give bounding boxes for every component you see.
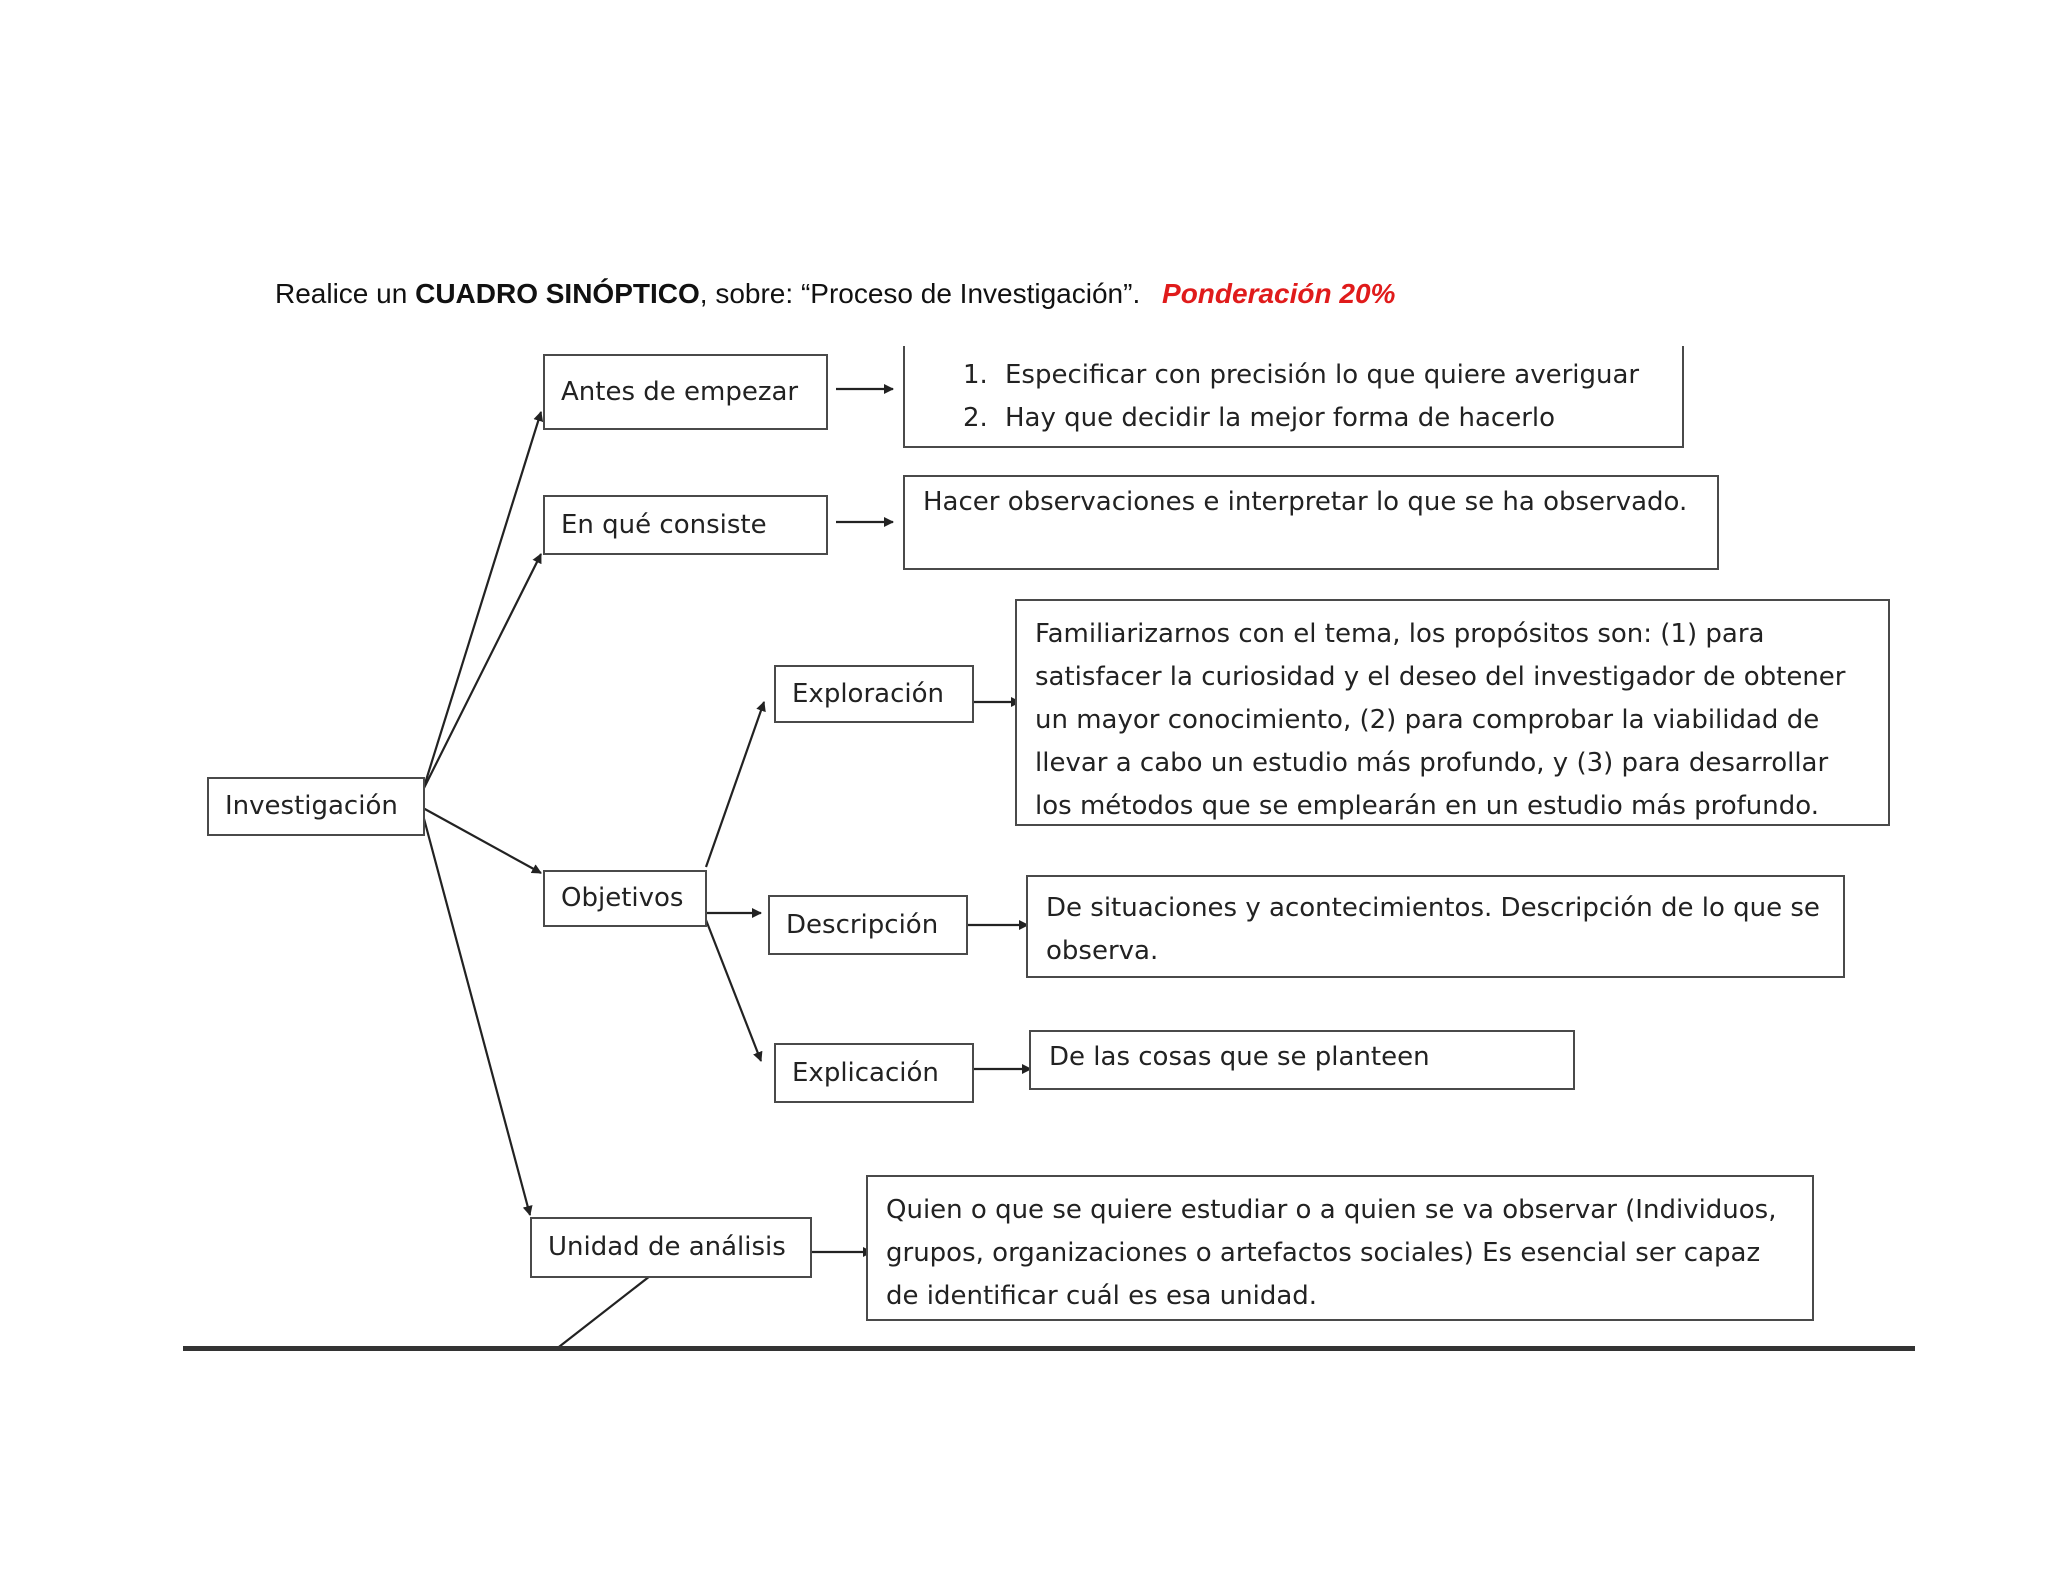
- antes-step-number: 2.: [963, 403, 988, 433]
- detail-en-que-consiste: [903, 475, 1719, 570]
- connector-objetivos-explicacion: [706, 920, 761, 1061]
- connector-objetivos-exploracion: [706, 702, 764, 867]
- antes-step: [963, 397, 1664, 440]
- node-antes-de-empezar: [543, 354, 828, 430]
- detail-descripcion: [1026, 875, 1845, 978]
- unidad-detail-text: Quien o que se quiere estudiar o a quien se va observar (Individuos, grupos, organizaciones o artefactos sociales) Es esencial ser capaz de identificar cuál es esa unidad.: [886, 1195, 1777, 1311]
- node-explicacion-label: Explicación: [792, 1057, 939, 1088]
- detail-unidad-de-analisis: [866, 1175, 1814, 1321]
- instruction-bold: CUADRO SINÓPTICO: [415, 278, 700, 309]
- bottom-rule: [183, 1346, 1915, 1351]
- antes-step: [963, 354, 1664, 397]
- connector-root-unidad: [423, 815, 530, 1215]
- node-unidad-label: Unidad de análisis: [548, 1232, 786, 1262]
- exploracion-detail-text: Familiarizarnos con el tema, los propósitos son: (1) para satisfacer la curiosidad y el deseo del investigador de obtener un mayor conocimiento, (2) para comprobar la viabilidad de llevar a cabo un estudio más profundo, y (3) para desarrollar los métodos que se emplearán en un estudio más profundo.: [1035, 619, 1846, 821]
- node-antes-label: Antes de empezar: [561, 376, 799, 407]
- detail-antes-de-empezar: [903, 346, 1684, 448]
- node-exploracion: [774, 665, 974, 723]
- connector-root-antes: [423, 412, 541, 790]
- detail-explicacion: [1029, 1030, 1575, 1090]
- antes-step-text: Especificar con precisión lo que quiere averiguar: [1005, 360, 1640, 390]
- instruction-prefix: Realice un: [275, 278, 408, 309]
- node-descripcion: [768, 895, 968, 955]
- node-objetivos-label: Objetivos: [561, 883, 684, 913]
- connector-unidad-continuation: [555, 1276, 650, 1350]
- connector-root-objetivos: [423, 808, 541, 873]
- weight-label: Ponderación 20%: [1162, 278, 1396, 309]
- antes-steps-list: [923, 354, 1664, 440]
- node-consiste-label: En qué consiste: [561, 509, 767, 540]
- node-investigacion-label: Investigación: [225, 791, 398, 821]
- antes-step-text: Hay que decidir la mejor forma de hacerlo: [1005, 403, 1556, 433]
- explicacion-detail-text: De las cosas que se planteen: [1049, 1042, 1430, 1072]
- node-descripcion-label: Descripción: [786, 909, 939, 940]
- descripcion-detail-text: De situaciones y acontecimientos. Descripción de lo que se observa.: [1046, 893, 1820, 966]
- node-unidad-de-analisis: [530, 1217, 812, 1278]
- consiste-detail-text: Hacer observaciones e interpretar lo que se ha observado.: [923, 487, 1688, 517]
- node-en-que-consiste: [543, 495, 828, 555]
- antes-step-number: 1.: [963, 360, 988, 390]
- connector-root-consiste: [423, 554, 541, 790]
- node-objetivos: [543, 870, 707, 927]
- detail-exploracion: [1015, 599, 1890, 826]
- node-exploracion-label: Exploración: [792, 678, 944, 709]
- node-investigacion: [207, 777, 425, 836]
- instruction-suffix: , sobre: “Proceso de Investigación”.: [699, 278, 1141, 309]
- node-explicacion: [774, 1043, 974, 1103]
